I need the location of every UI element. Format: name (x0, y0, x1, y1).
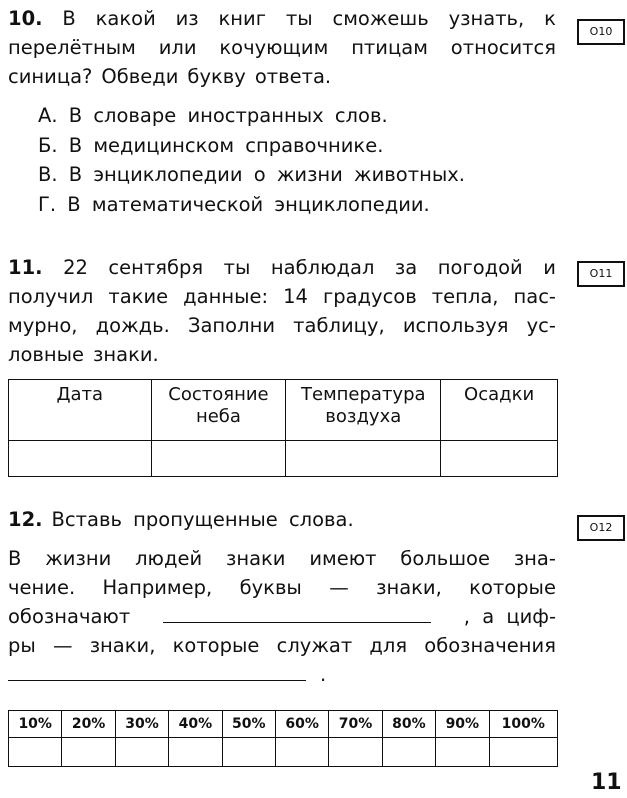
cell-date[interactable] (9, 441, 152, 477)
word: тепла, (431, 285, 499, 308)
word: относится (450, 36, 556, 59)
word: ловные (8, 343, 85, 366)
word: жизни (45, 547, 112, 570)
q12-line-3-start: обозначают (8, 605, 131, 628)
q11-line-1 (8, 253, 556, 282)
q11-line-4 (8, 340, 556, 369)
word: знаки, (376, 576, 442, 599)
q11-number: 11. (8, 256, 43, 279)
q12-text (8, 544, 556, 689)
word: знаки (225, 547, 286, 570)
percent-label: 20% (62, 711, 115, 738)
word: Обведи (101, 65, 179, 88)
word: — (52, 634, 73, 657)
cell-precipitation[interactable] (441, 441, 558, 477)
cell-temperature[interactable] (286, 441, 441, 477)
option-c[interactable]: В. В энциклопедии о жизни животных. (38, 163, 465, 186)
word: сможешь (332, 7, 429, 30)
word: людей (135, 547, 203, 570)
word: В (62, 7, 76, 30)
word: наблюдал (270, 256, 375, 279)
q12-title (8, 505, 556, 534)
percent-label: 10% (9, 711, 62, 738)
word: синица? (8, 65, 93, 88)
q12-line-3 (8, 602, 556, 631)
word: такие (108, 285, 169, 308)
percent-label: 80% (382, 711, 435, 738)
q10-text (8, 4, 556, 91)
word: 22 (63, 256, 88, 279)
word: большое (400, 547, 490, 570)
word: к (544, 7, 556, 30)
percent-label: 40% (169, 711, 222, 738)
percent-cell[interactable] (489, 738, 557, 767)
word: какой (95, 7, 156, 30)
word: обозначения (424, 634, 556, 657)
word: птицам (351, 36, 428, 59)
q10-line-1 (8, 4, 556, 33)
word: мурно, (8, 314, 78, 337)
option-a[interactable]: А. В словаре иностранных слов. (38, 104, 388, 127)
word: знаки, (89, 634, 156, 657)
q12-line-2 (8, 573, 556, 602)
percent-label: 60% (275, 711, 328, 738)
word: 14 (283, 285, 308, 308)
percent-label: 90% (436, 711, 489, 738)
word: за (394, 256, 418, 279)
percent-cell[interactable] (382, 738, 435, 767)
word: книг (218, 7, 266, 30)
header-sky: Состояние неба (151, 380, 286, 441)
q12-line-3-end: , а циф- (463, 605, 556, 628)
word: пас- (513, 285, 556, 308)
word: которые (172, 634, 260, 657)
percent-cell[interactable] (169, 738, 222, 767)
header-precipitation: Осадки (441, 380, 558, 441)
word: погодой (437, 256, 523, 279)
percent-cell[interactable] (222, 738, 275, 767)
percent-label: 70% (329, 711, 382, 738)
word: букву (187, 65, 246, 88)
q12-heading (8, 505, 556, 534)
cell-sky[interactable] (151, 441, 286, 477)
q12-number: 12. (8, 508, 43, 531)
q12-line-4 (8, 631, 556, 660)
word: В (8, 547, 22, 570)
weather-table-row (9, 441, 558, 477)
q10-line-2 (8, 33, 556, 62)
word: получил (8, 285, 94, 308)
q12-line-5 (8, 660, 556, 689)
q10-number: 10. (8, 7, 43, 30)
task-code-o11: О11 (577, 261, 625, 287)
word: и (543, 256, 556, 279)
fill-blank-1[interactable] (163, 602, 431, 623)
q12-line-1 (8, 544, 556, 573)
percent-cell[interactable] (9, 738, 62, 767)
q12-line-5-end: . (320, 663, 327, 686)
q10-options (38, 101, 465, 219)
percent-label: 30% (115, 711, 168, 738)
q11-text (8, 253, 556, 369)
word: градусов (322, 285, 417, 308)
word: ты (223, 256, 251, 279)
weather-table-header (9, 380, 558, 441)
percent-cell[interactable] (275, 738, 328, 767)
fill-blank-2[interactable] (8, 660, 306, 681)
word: перелётным (8, 36, 136, 59)
word: данные: (183, 285, 269, 308)
word: используя (402, 314, 509, 337)
weather-table (8, 379, 558, 477)
option-d[interactable]: Г. В математической энциклопедии. (38, 192, 430, 216)
word: ты (285, 7, 313, 30)
word: которые (469, 576, 556, 599)
word: кочующим (219, 36, 329, 59)
word: ус- (526, 314, 556, 337)
percent-label: 100% (489, 711, 557, 738)
word: служат (276, 634, 353, 657)
page-number: 11 (591, 770, 622, 795)
q11-line-3 (8, 311, 556, 340)
q12-title-text: Вставь пропущенные слова. (51, 508, 354, 531)
word: или (158, 36, 197, 59)
q10-line-3 (8, 62, 556, 91)
percent-cell[interactable] (115, 738, 168, 767)
header-date: Дата (9, 380, 152, 441)
header-temperature: Температура воздуха (286, 380, 441, 441)
percent-scale-table (8, 710, 558, 767)
percent-cell[interactable] (329, 738, 382, 767)
word: буквы (239, 576, 302, 599)
word: имеют (309, 547, 377, 570)
word: таблицу, (293, 314, 385, 337)
task-code-o12: О12 (577, 515, 625, 541)
word: для (369, 634, 408, 657)
word: знаки. (93, 343, 159, 366)
word: Например, (102, 576, 213, 599)
q11-line-2 (8, 282, 556, 311)
word: ответа. (254, 65, 332, 88)
percent-scale-row (9, 738, 558, 767)
word: узнать, (448, 7, 525, 30)
word: сентября (108, 256, 204, 279)
word: зна- (513, 547, 556, 570)
word: Заполни (187, 314, 276, 337)
task-code-o10: О10 (577, 19, 625, 45)
word: дождь. (95, 314, 170, 337)
percent-scale-header (9, 711, 558, 738)
word: — (329, 576, 349, 599)
word: чение. (8, 576, 76, 599)
percent-cell[interactable] (436, 738, 489, 767)
option-b[interactable]: Б. В медицинском справочнике. (38, 133, 384, 157)
word: из (175, 7, 199, 30)
percent-label: 50% (222, 711, 275, 738)
percent-cell[interactable] (62, 738, 115, 767)
word: ры (8, 634, 36, 657)
